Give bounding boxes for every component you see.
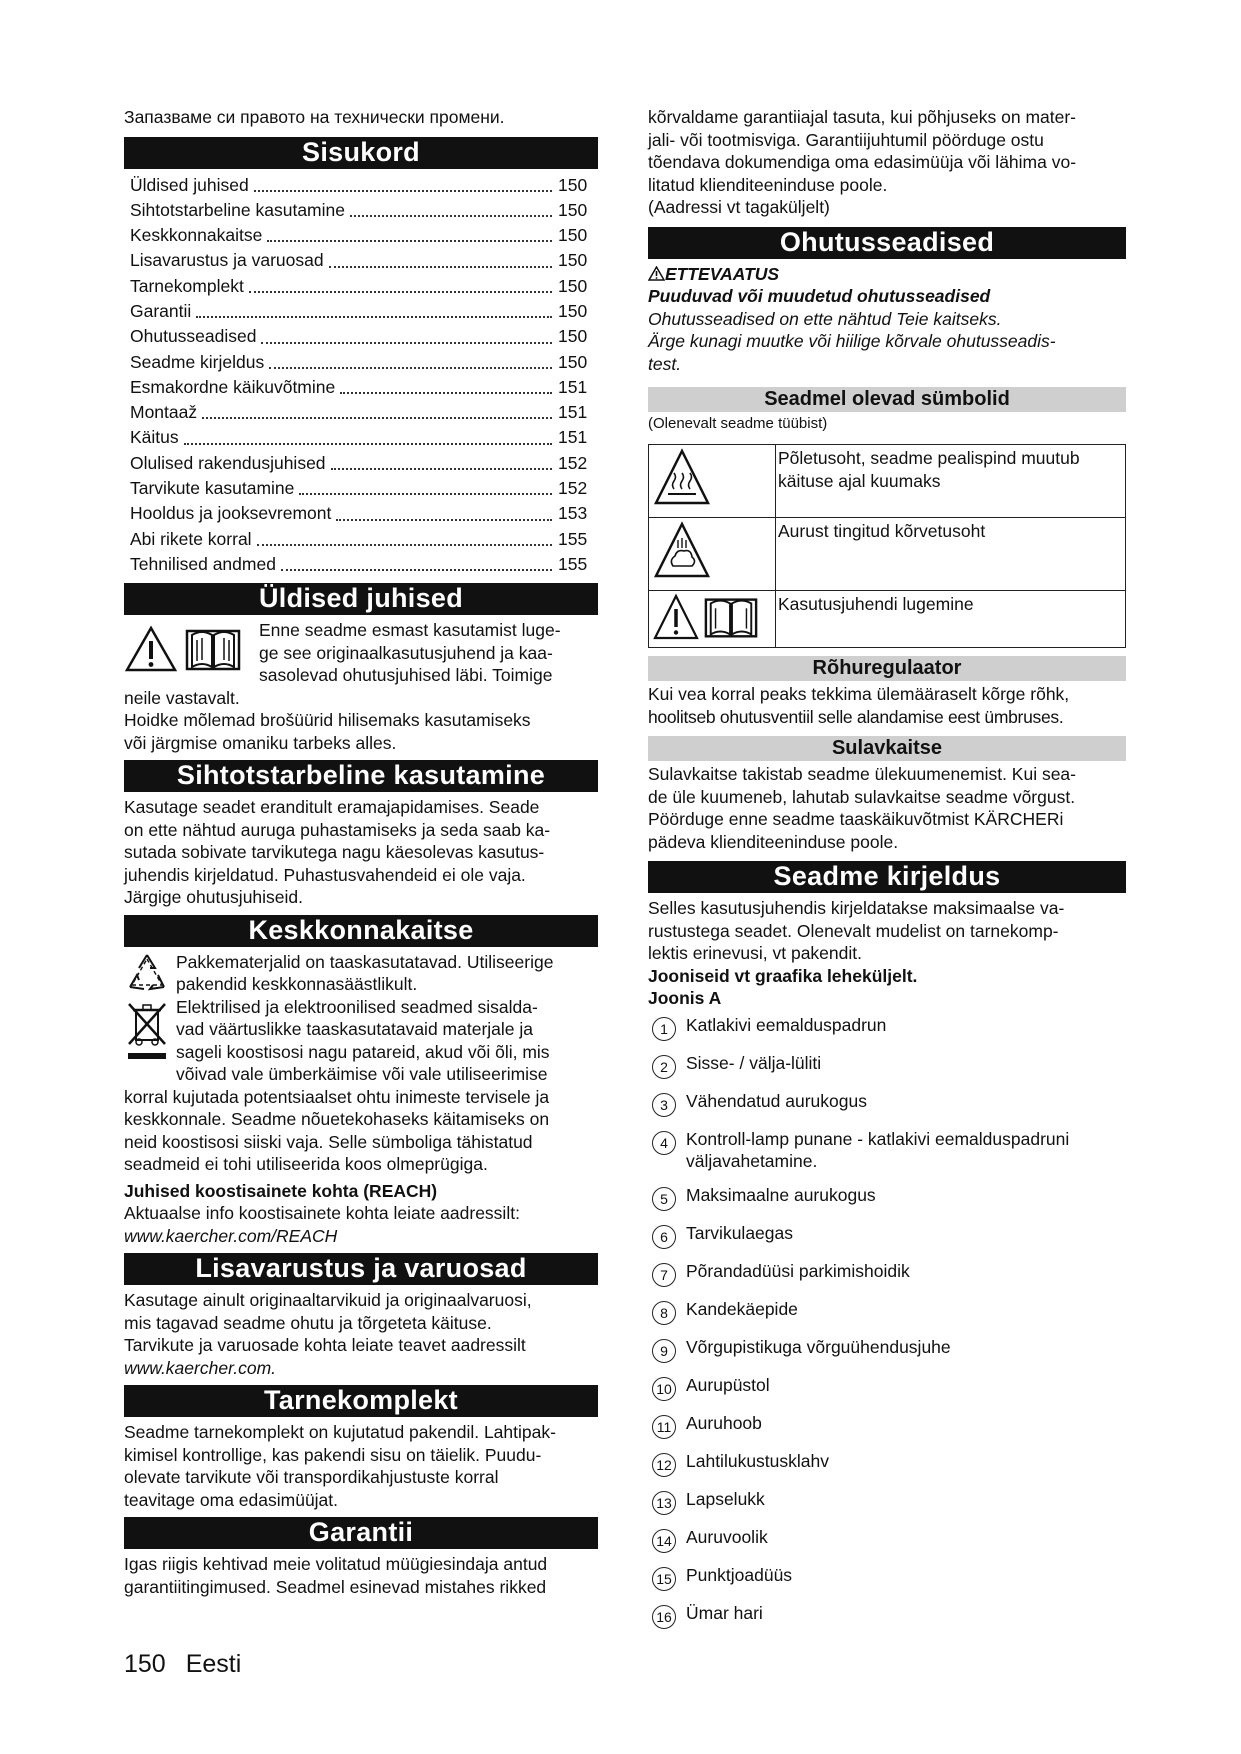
- item-label: Lahtilukustusklahv: [686, 1450, 829, 1471]
- symbol-cell: [649, 518, 776, 591]
- hot-surface-warning-icon: [653, 447, 711, 507]
- toc-entry-page: 153: [558, 503, 588, 524]
- item-label: Vähendatud aurukogus: [686, 1090, 867, 1111]
- item-label: Lapselukk: [686, 1488, 765, 1509]
- environment-text-block: [176, 951, 553, 1086]
- safety-devices-heading: Ohutusseadised: [648, 227, 1126, 259]
- item-label: Kontroll-lamp punane - katlakivi eemalduspadruni väljavahetamine.: [686, 1128, 1070, 1171]
- toc-leader: [254, 173, 552, 192]
- accessories-heading: Lisavarustus ja varuosad: [124, 1253, 598, 1285]
- list-item: [648, 1260, 1126, 1287]
- text-line: neid koostisosi siiski vaja. Selle sümboliga tähistatud: [124, 1131, 533, 1152]
- list-item: [648, 1052, 1126, 1079]
- item-label: Maksimaalne aurukogus: [686, 1184, 876, 1205]
- toc-entry: [130, 527, 598, 552]
- item-number-badge: 2: [652, 1055, 676, 1079]
- text-line: garantiitingimused. Seadmel esinevad mistahes rikked: [124, 1576, 547, 1597]
- text-line: Igas riigis kehtivad meie volitatud müügiesindaja antud: [124, 1554, 548, 1575]
- toc-entry-label: Tarvikute kasutamine: [130, 478, 295, 499]
- reach-text: Aktuaalse info koostisainete kohta leiate aadressilt:: [124, 1203, 520, 1224]
- toc-leader: [329, 248, 552, 267]
- item-label: Tarvikulaegas: [686, 1222, 793, 1243]
- symbol-description: Aurust tingitud kõrvetusoht: [776, 518, 1126, 591]
- toc-entry-page: 150: [558, 250, 588, 271]
- steam-warning-icon: [653, 520, 711, 580]
- toc-entry-label: Tehnilised andmed: [130, 553, 276, 574]
- text-line: Enne seadme esmast kasutamist luge-: [259, 620, 561, 641]
- text-line: korral kujutada potentsiaalset ohtu inimeste tervisele ja: [124, 1086, 550, 1107]
- symbol-icons: [653, 593, 771, 641]
- toc-leader: [257, 527, 552, 546]
- toc-entry-label: Ohutusseadised: [130, 326, 257, 347]
- toc-entry: [130, 324, 598, 349]
- right-column: [648, 106, 1126, 1640]
- page-footer: [124, 1650, 261, 1679]
- pressure-regulator-heading: Rõhuregulaator: [648, 656, 1126, 681]
- text-line: sasolevad ohutusjuhised läbi. Toimige: [259, 665, 553, 686]
- item-number-badge: 8: [652, 1301, 676, 1325]
- toc-entry-page: 150: [558, 326, 588, 347]
- text-line: Järgige ohutusjuhiseid.: [124, 887, 304, 908]
- toc-entry: [130, 451, 598, 476]
- list-item: [648, 1564, 1126, 1591]
- warning-triangle-icon: [648, 266, 665, 281]
- toc-entry-label: Seadme kirjeldus: [130, 351, 265, 372]
- list-item: [648, 1450, 1126, 1477]
- text-line: Pöörduge enne seadme taaskäikuvõtmist KÄRCHERi: [648, 809, 1064, 829]
- reach-heading: Juhised koostisainete kohta (REACH): [124, 1180, 438, 1201]
- toc-entry-page: 155: [558, 553, 588, 574]
- toc-entry: [130, 223, 598, 248]
- text-line: teavitage oma edasimüüjat.: [124, 1489, 339, 1510]
- text-line: sutada sobivate tarvikutega nagu käesolevas kasutus-: [124, 842, 545, 863]
- toc-leader: [202, 400, 552, 419]
- list-item: [648, 1090, 1126, 1117]
- symbol-description: Põletusoht, seadme pealispind muutub käituse ajal kuumaks: [776, 445, 1126, 518]
- toc-entry: [130, 198, 598, 223]
- toc-entry-label: Tarnekomplekt: [130, 275, 244, 296]
- text-line: vad väärtuslikke taaskasutatavaid materjale ja: [176, 1019, 533, 1040]
- item-number-badge: 14: [652, 1529, 676, 1553]
- item-number-badge: 10: [652, 1377, 676, 1401]
- toc-leader: [340, 375, 552, 394]
- item-label: Auruvoolik: [686, 1526, 768, 1547]
- text-line: neile vastavalt.: [124, 687, 240, 708]
- item-label: Põrandadüüsi parkimishoidik: [686, 1260, 910, 1281]
- text-line: Ärge kunagi muutke või hiilige kõrvale ohutusseadis-: [648, 331, 1056, 351]
- toc-entry: [130, 425, 598, 450]
- list-item: [648, 1526, 1126, 1553]
- toc-entry-page: 150: [558, 351, 588, 372]
- toc-leader: [196, 299, 552, 318]
- text-line: jali- või tootmisviga. Garantiijuhtumil pöörduge ostu: [648, 129, 1044, 150]
- environment-icons: [124, 951, 176, 1086]
- item-number-badge: 7: [652, 1263, 676, 1287]
- toc-entry-label: Montaaž: [130, 402, 198, 423]
- toc-entry-page: 152: [558, 452, 588, 473]
- text-line: Pakkematerjalid on taaskasutatavad. Utiliseerige: [176, 951, 554, 972]
- text-line: (Aadressi vt tagaküljelt): [648, 197, 830, 217]
- crossed-bin-icon: [124, 1000, 170, 1062]
- warranty-heading: Garantii: [124, 1517, 598, 1549]
- toc-entry-label: Olulised rakendusjuhised: [130, 452, 326, 473]
- toc-entry: [130, 552, 598, 577]
- text-line: Tarvikute ja varuosade kohta leiate teavet aadressilt: [124, 1335, 526, 1356]
- toc-leader: [336, 501, 552, 520]
- list-item: [648, 1602, 1126, 1629]
- list-item: [648, 1298, 1126, 1325]
- list-item: [648, 1222, 1126, 1249]
- left-column: [124, 106, 598, 1598]
- device-description-heading: Seadme kirjeldus: [648, 861, 1126, 893]
- toc-entry-label: Keskkonnakaitse: [130, 225, 263, 246]
- text-line: lektis erinevusi, vt pakendit.: [648, 943, 862, 963]
- toc-leader: [249, 274, 552, 293]
- text-line: pakendid keskkonnasäästlikult.: [176, 974, 418, 995]
- toc-leader: [331, 451, 552, 470]
- text-line: Ohutusseadised on ette nähtud Teie kaitseks.: [648, 308, 1002, 329]
- figures-note: Jooniseid vt graafika leheküljelt.: [648, 965, 918, 986]
- environment-heading: Keskkonnakaitse: [124, 915, 598, 947]
- toc-entry: [130, 350, 598, 375]
- toc-entry-page: 150: [558, 275, 588, 296]
- text-line: Kui vea korral peaks tekkima ülemääraselt kõrge rõhk,: [648, 684, 1070, 704]
- toc-entry-page: 150: [558, 225, 588, 246]
- text-line: Selles kasutusjuhendis kirjeldatakse maksimaalse va-: [648, 898, 1065, 918]
- warning-triangle-icon: [124, 625, 178, 673]
- toc-leader: [299, 476, 552, 495]
- toc-leader: [184, 425, 552, 444]
- toc-entry: [130, 274, 598, 299]
- toc-entry-label: Garantii: [130, 300, 192, 321]
- reach-url: www.kaercher.com/REACH: [124, 1225, 338, 1246]
- toc-leader: [267, 223, 552, 242]
- list-item: [648, 1412, 1126, 1439]
- item-label: Kandekäepide: [686, 1298, 798, 1319]
- text-line: sageli koostisosi nagu patareid, akud või õli, mis: [176, 1041, 550, 1062]
- item-number-badge: 1: [652, 1017, 676, 1041]
- toc-leader: [269, 350, 552, 369]
- toc-entry: [130, 299, 598, 324]
- intended-use-heading: Sihtotstarbeline kasutamine: [124, 760, 598, 792]
- toc-entry-page: 151: [558, 402, 588, 423]
- figure-title: Joonis A: [648, 988, 722, 1008]
- warning-and-manual-icons: [124, 619, 259, 687]
- list-item: [648, 1374, 1126, 1401]
- text-line: on ette nähtud auruga puhastamiseks ja seda saab ka-: [124, 819, 551, 840]
- item-number-badge: 5: [652, 1187, 676, 1211]
- toc-entry-label: Üldised juhised: [130, 174, 249, 195]
- toc-entry: [130, 248, 598, 273]
- text-line: de üle kuumeneb, lahutab sulavkaitse seadme võrgust.: [648, 786, 1076, 807]
- list-item: [648, 1488, 1126, 1515]
- read-manual-icon: [703, 593, 759, 641]
- toc-entry: [130, 375, 598, 400]
- toc-entry-label: Sihtotstarbeline kasutamine: [130, 199, 345, 220]
- warning-triangle-icon: [653, 593, 699, 641]
- toc-entry-label: Esmakordne käikuvõtmine: [130, 376, 336, 397]
- symbol-cell: [649, 591, 776, 648]
- item-label: Auruhoob: [686, 1412, 762, 1433]
- toc-leader: [350, 198, 552, 217]
- toc-entry: [130, 400, 598, 425]
- read-manual-icon: [184, 625, 242, 673]
- toc-entry-label: Hooldus ja jooksevremont: [130, 503, 332, 524]
- table-of-contents: [124, 173, 598, 578]
- item-number-badge: 13: [652, 1491, 676, 1515]
- thermal-fuse-heading: Sulavkaitse: [648, 736, 1126, 761]
- text-line: Kasutage seadet eranditult eramajapidamises. Seade: [124, 797, 540, 818]
- item-label: Sisse- / välja-lüliti: [686, 1052, 822, 1073]
- reservation-note: Запазваме си правото на технически промени.: [124, 107, 505, 127]
- text-line: litatud klienditeeninduse poole.: [648, 174, 888, 195]
- toc-entry-page: 151: [558, 427, 588, 448]
- toc-heading: Sisukord: [124, 137, 598, 169]
- toc-entry-page: 150: [558, 199, 588, 220]
- item-number-badge: 16: [652, 1605, 676, 1629]
- text-line: Hoidke mõlemad brošüürid hilisemaks kasutamiseks: [124, 710, 531, 731]
- scope-of-delivery-heading: Tarnekomplekt: [124, 1385, 598, 1417]
- item-number-badge: 11: [652, 1415, 676, 1439]
- symbol-description: Kasutusjuhendi lugemine: [776, 591, 1126, 648]
- toc-entry: [130, 173, 598, 198]
- general-notice: [124, 619, 598, 687]
- symbols-subtitle: (Olenevalt seadme tüübist): [648, 415, 828, 432]
- toc-entry-page: 152: [558, 478, 588, 499]
- caution-label-text: ETTEVAATUS: [665, 263, 780, 284]
- item-label: Ümar hari: [686, 1602, 763, 1623]
- text-line: olevate tarvikute või transpordikahjustuste korral: [124, 1467, 499, 1488]
- general-text-block: [259, 619, 561, 687]
- text-line: juhendis kirjeldatud. Puhastusvahendeid ei ole vaja.: [124, 864, 526, 885]
- item-number-badge: 6: [652, 1225, 676, 1249]
- item-label: Punktjoadüüs: [686, 1564, 793, 1585]
- table-row: [649, 518, 1126, 591]
- symbol-cell: [649, 445, 776, 518]
- toc-leader: [261, 324, 552, 343]
- text-line: Sulavkaitse takistab seadme ülekuumenemist. Kui sea-: [648, 764, 1076, 784]
- text-line: võivad vale ümberkäimise või vale utiliseerimise: [176, 1064, 548, 1085]
- caution-label: [648, 263, 1126, 286]
- text-line: rustustega seadet. Olenevalt mudelist on tarnekomp-: [648, 920, 1059, 941]
- text-line: seadmeid ei tohi utiliseerida koos olmeprügiga.: [124, 1154, 488, 1175]
- text-line: hoolitseb ohutusventiil selle alandamise eest ümbruses.: [648, 706, 1064, 727]
- toc-entry-page: 155: [558, 528, 588, 549]
- toc-entry-label: Abi rikete korral: [130, 528, 252, 549]
- text-line: Kasutage ainult originaaltarvikuid ja originaalvaruosi,: [124, 1290, 532, 1311]
- symbols-table: [648, 444, 1126, 648]
- text-line: Seadme tarnekomplekt on kujutatud pakendil. Lahtipak-: [124, 1422, 556, 1443]
- page-number: 150: [124, 1650, 166, 1678]
- general-heading: Üldised juhised: [124, 583, 598, 615]
- text-line: kõrvaldame garantiiajal tasuta, kui põhjuseks on mater-: [648, 107, 1076, 127]
- text-line: tõendava dokumendiga oma edasimüüja või lähima vo-: [648, 152, 1077, 172]
- language-label: Eesti: [185, 1650, 242, 1678]
- text-line: või järgmise omaniku tarbeks alles.: [124, 732, 397, 753]
- toc-entry-page: 150: [558, 174, 588, 195]
- text-line: pädeva klienditeeninduse poole.: [648, 831, 899, 852]
- toc-entry-label: Käitus: [130, 427, 179, 448]
- item-number-badge: 12: [652, 1453, 676, 1477]
- toc-entry-page: 151: [558, 376, 588, 397]
- list-item: [648, 1336, 1126, 1363]
- caution-heading: Puuduvad või muudetud ohutusseadised: [648, 286, 991, 306]
- toc-entry-label: Lisavarustus ja varuosad: [130, 250, 324, 271]
- item-number-badge: 3: [652, 1093, 676, 1117]
- toc-leader: [281, 552, 552, 571]
- text-line: mis tagavad seadme ohutu ja tõrgeteta käituse.: [124, 1312, 492, 1333]
- text-line: test.: [648, 353, 682, 374]
- table-row: [649, 445, 1126, 518]
- device-symbols-heading: Seadmel olevad sümbolid: [648, 387, 1126, 412]
- toc-entry-page: 150: [558, 300, 588, 321]
- item-number-badge: 4: [652, 1131, 676, 1155]
- item-label: Aurupüstol: [686, 1374, 770, 1395]
- item-number-badge: 15: [652, 1567, 676, 1591]
- parts-list: [648, 1014, 1126, 1629]
- item-number-badge: 9: [652, 1339, 676, 1363]
- list-item: [648, 1184, 1126, 1211]
- toc-entry: [130, 476, 598, 501]
- table-row: [649, 591, 1126, 648]
- text-line: Elektrilised ja elektroonilised seadmed sisalda-: [176, 996, 538, 1017]
- list-item: [648, 1014, 1126, 1041]
- accessories-url: www.kaercher.com.: [124, 1357, 277, 1378]
- environment-notice: [124, 951, 598, 1086]
- item-label: Võrgupistikuga võrguühendusjuhe: [686, 1336, 951, 1357]
- item-label: Katlakivi eemalduspadrun: [686, 1014, 887, 1035]
- text-line: kimisel kontrollige, kas pakendi sisu on täielik. Puudu-: [124, 1444, 542, 1465]
- text-line: keskkonnale. Seadme nõuetekohaseks käitamiseks on: [124, 1109, 550, 1130]
- toc-entry: [130, 501, 598, 526]
- list-item: [648, 1128, 1126, 1173]
- recycling-icon: [124, 951, 170, 995]
- text-line: ge see originaalkasutusjuhend ja kaa-: [259, 642, 553, 663]
